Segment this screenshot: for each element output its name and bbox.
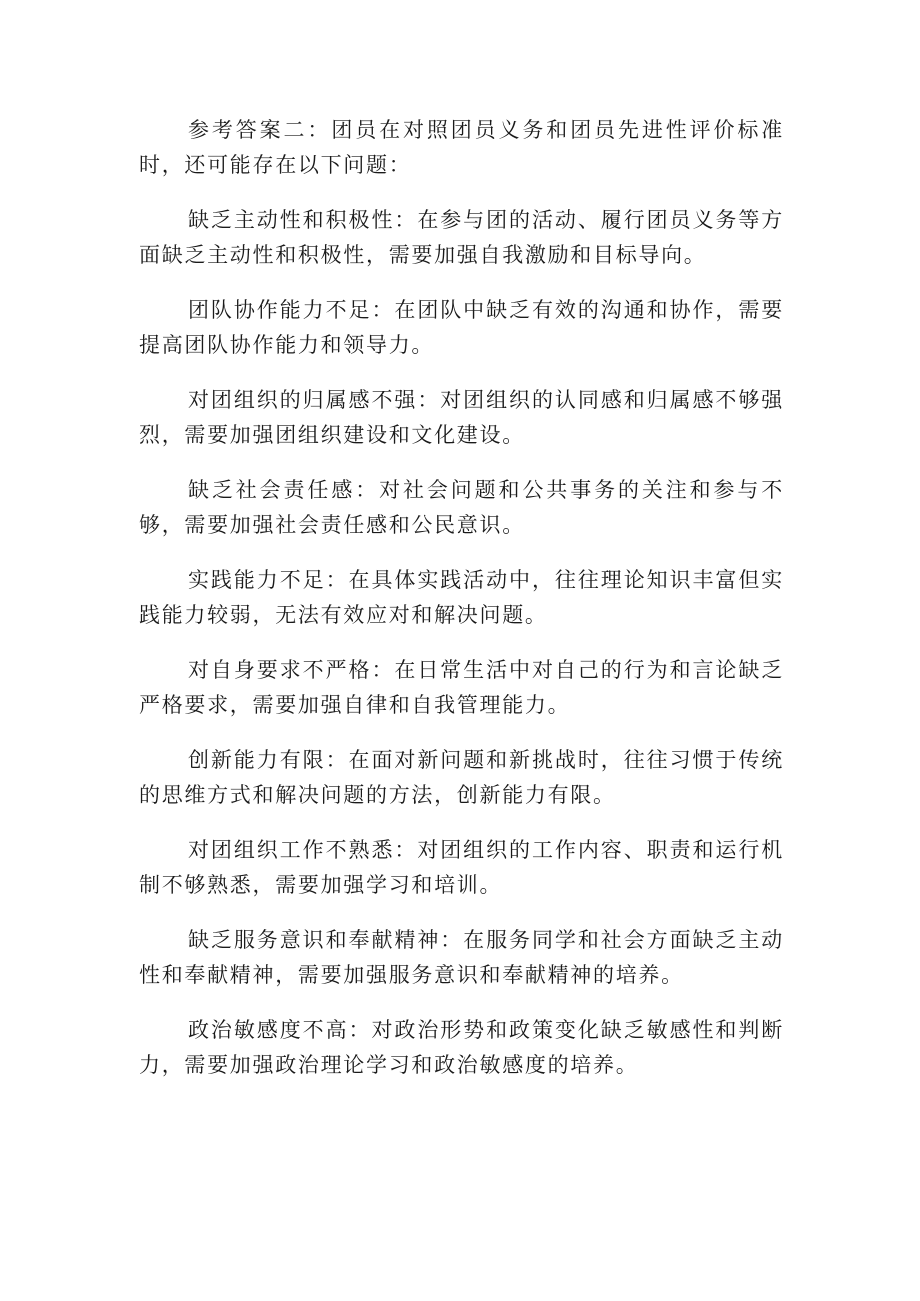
paragraph-intro: 参考答案二：团员在对照团员义务和团员先进性评价标准时，还可能存在以下问题： bbox=[139, 118, 784, 177]
paragraph-item-10: 政治敏感度不高：对政治形势和政策变化缺乏敏感性和判断力，需要加强政治理论学习和政治敏感度的培养。 bbox=[139, 1018, 784, 1077]
paragraph-item-1: 缺乏主动性和积极性：在参与团的活动、履行团员义务等方面缺乏主动性和积极性，需要加强自我激励和目标导向。 bbox=[139, 208, 784, 267]
paragraph-item-2: 团队协作能力不足：在团队中缺乏有效的沟通和协作，需要提高团队协作能力和领导力。 bbox=[139, 298, 784, 357]
paragraph-item-3: 对团组织的归属感不强：对团组织的认同感和归属感不够强烈，需要加强团组织建设和文化建设。 bbox=[139, 388, 784, 447]
paragraph-item-5: 实践能力不足：在具体实践活动中，往往理论知识丰富但实践能力较弱，无法有效应对和解决问题。 bbox=[139, 568, 784, 627]
paragraph-item-9: 缺乏服务意识和奉献精神：在服务同学和社会方面缺乏主动性和奉献精神，需要加强服务意识和奉献精神的培养。 bbox=[139, 928, 784, 987]
paragraph-item-4: 缺乏社会责任感：对社会问题和公共事务的关注和参与不够，需要加强社会责任感和公民意识。 bbox=[139, 478, 784, 537]
paragraph-item-6: 对自身要求不严格：在日常生活中对自己的行为和言论缺乏严格要求，需要加强自律和自我管理能力。 bbox=[139, 658, 784, 717]
paragraph-item-8: 对团组织工作不熟悉：对团组织的工作内容、职责和运行机制不够熟悉，需要加强学习和培训。 bbox=[139, 838, 784, 897]
document-body bbox=[139, 113, 784, 1103]
paragraph-item-7: 创新能力有限：在面对新问题和新挑战时，往往习惯于传统的思维方式和解决问题的方法，创新能力有限。 bbox=[139, 748, 784, 807]
